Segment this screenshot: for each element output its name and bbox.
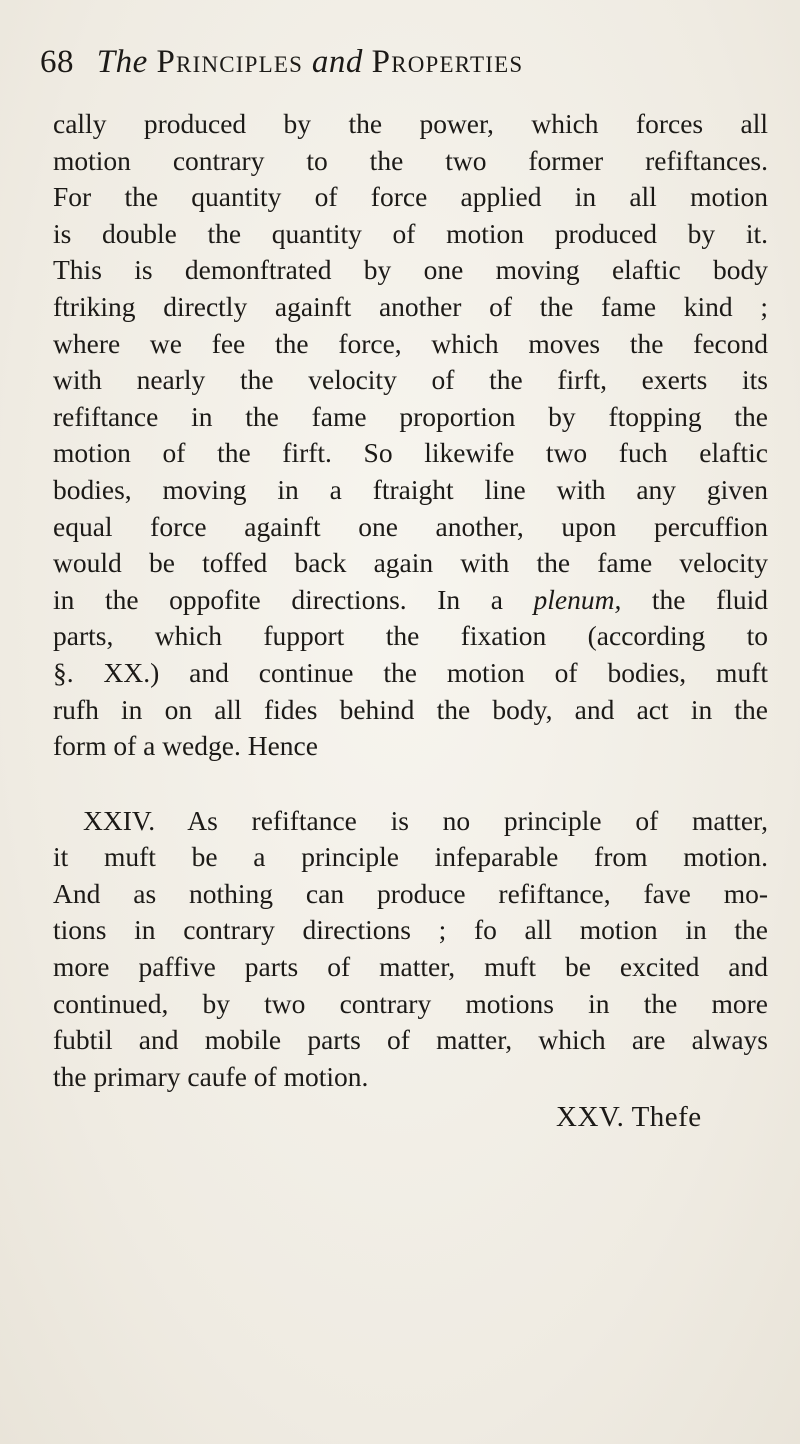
text-line: where we fee the force, which moves the fecond [53,327,768,359]
text-line: For the quantity of force applied in all motion [53,181,768,213]
text-line: rufh in on all fides behind the body, and act in the [53,693,768,725]
text-line: This is demonftrated by one moving elaftic body [53,254,768,286]
text-line: form of a wedge. Hence [53,730,318,762]
text-line: would be toffed back again with the fame velocity [53,547,768,579]
header-principles: Principles [156,44,304,80]
text-line: XXIV. As refiftance is no principle of matter, [83,804,768,836]
text-line: the primary caufe of motion. [53,1060,369,1092]
text-line: with nearly the velocity of the firft, exerts its [53,364,768,396]
text-line: tions in contrary directions ; fo all motion in the [53,914,768,946]
running-header [40,44,740,81]
text-line: cally produced by the power, which forces all [53,108,768,139]
header-properties: Properties [371,44,524,80]
text-line: motion of the firft. So likewife two fuch elaftic [53,437,768,469]
text-line: it muft be a principle infeparable from motion. [53,841,768,873]
body-text [53,106,768,1095]
text-line: refiftance in the fame proportion by ftopping the [53,400,768,432]
text-line-plenum [53,582,768,619]
text-line: motion contrary to the two former refiftances. [53,144,768,176]
text-line: continued, by two contrary motions in the more [53,987,768,1019]
text-line: more paffive parts of matter, muft be excited and [53,951,768,983]
catchword: XXV. Thefe [556,1101,702,1133]
header-and: and [311,44,363,80]
italic-word: plenum, [533,583,622,615]
text-line: bodies, moving in a ftraight line with any given [53,473,768,505]
text-line: equal force againft one another, upon percuffion [53,510,768,542]
text-line: parts, which fupport the fixation (according to [53,620,768,652]
page-number: 68 [40,44,74,80]
text-line: is double the quantity of motion produced by it. [53,217,768,249]
text-line: ftriking directly againft another of the fame kind ; [53,290,768,322]
text-segment: in the oppofite directions. In a [53,583,503,615]
text-line: And as nothing can produce refiftance, fave mo- [53,877,768,909]
paragraph-gap [53,765,768,803]
text-segment: the fluid [651,583,769,615]
text-line: §. XX.) and continue the motion of bodies, muft [53,656,768,688]
text-line: fubtil and mobile parts of matter, which are always [53,1024,768,1056]
header-the: The [96,44,148,80]
